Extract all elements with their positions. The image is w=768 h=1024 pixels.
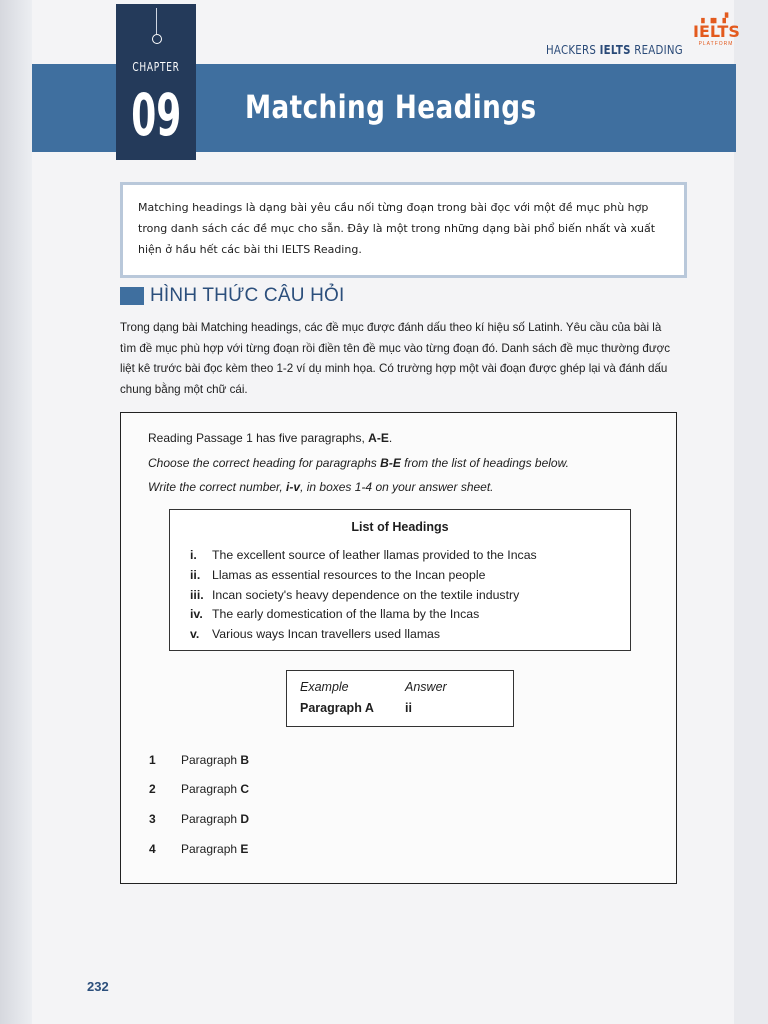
instr2-b: B-E	[380, 456, 401, 470]
heading-text: Incan society's heavy dependence on the textile industry	[212, 588, 520, 602]
question-letter: E	[240, 842, 249, 856]
question-item	[149, 812, 249, 826]
brand-bold: IELTS	[599, 43, 631, 57]
question-label: Paragraph	[181, 782, 241, 796]
heading-item	[190, 588, 519, 602]
question-number: 1	[149, 753, 156, 767]
question-item	[149, 753, 249, 767]
logo-name: IELTS	[693, 22, 740, 41]
answer-label: Answer	[405, 680, 447, 694]
page-number: 232	[87, 979, 109, 994]
question-number: 3	[149, 812, 156, 826]
heading-numeral: i.	[190, 548, 197, 562]
question-number: 2	[149, 782, 156, 796]
chapter-word: CHAPTER	[132, 60, 180, 74]
instr2-c: from the list of headings below.	[400, 456, 569, 470]
heading-text: The early domestication of the llama by the Incas	[212, 607, 480, 621]
question-letter: D	[240, 812, 250, 826]
question-item	[149, 842, 248, 856]
instr1-a: Reading Passage 1 has five paragraphs,	[148, 431, 369, 445]
intro-text: Matching headings là dạng bài yêu cầu nối từng đoạn trong bài đọc với một đề mục phù hợp trong danh sách các đề mục cho sẵn. Đây là một trong những dạng bài phổ biến nhất và xuất hiện ở hầu hết các bài thi IELTS Reading.	[138, 201, 656, 256]
binding-shadow	[0, 0, 32, 1024]
heading-text: Llamas as essential resources to the Incan people	[212, 568, 486, 582]
ielts-platform-logo	[693, 14, 739, 58]
section-square-icon	[120, 287, 144, 305]
section-paragraph: Trong dạng bài Matching headings, các đề mục được đánh dấu theo kí hiệu số Latinh. Yêu cầu của bài là tìm đề mục phù hợp với từng đoạn rồi điền tên đề mục vào từng đoạn đó. Danh sách đề mục thường được liệt kê trước bài đọc kèm theo 1-2 ví dụ minh họa. Có trường hợp một vài đoạn được ghép lại và đánh dấu chung bằng một chữ cái.	[120, 321, 670, 396]
instr3-c: , in boxes 1-4 on your answer sheet.	[300, 480, 494, 494]
list-of-headings-box	[169, 509, 631, 651]
heading-text: The excellent source of leather llamas provided to the Incas	[212, 548, 537, 562]
question-label: Paragraph	[181, 753, 241, 767]
heading-numeral: ii.	[190, 568, 201, 582]
instr3-a: Write the correct number,	[148, 480, 287, 494]
ring-icon	[152, 34, 162, 44]
section-heading	[120, 285, 345, 307]
question-label: Paragraph	[181, 842, 241, 856]
heading-item	[190, 607, 479, 621]
logo-sub: PLATFORM	[698, 41, 734, 47]
instr1-b: A-E	[368, 431, 389, 445]
headings-title: List of Headings	[351, 520, 449, 534]
chapter-title: Matching Headings	[245, 88, 537, 126]
heading-numeral: v.	[190, 627, 200, 641]
instruction-line-2	[148, 456, 569, 470]
question-frame	[120, 412, 677, 884]
page-edge	[734, 0, 768, 1024]
question-letter: B	[240, 753, 250, 767]
section-heading-label: HÌNH THỨC CÂU HỎI	[150, 285, 345, 306]
example-answer: ii	[405, 701, 412, 715]
example-label: Example	[300, 680, 349, 694]
heading-item	[190, 548, 537, 562]
example-paragraph: Paragraph A	[300, 701, 374, 715]
heading-numeral: iv.	[190, 607, 203, 621]
brand-suffix: READING	[630, 43, 683, 57]
instruction-line-3	[148, 480, 494, 494]
chapter-tab	[116, 4, 196, 160]
heading-numeral: iii.	[190, 588, 204, 602]
instruction-line-1	[148, 431, 392, 445]
series-brand	[546, 43, 683, 57]
question-letter: C	[240, 782, 250, 796]
heading-item	[190, 627, 440, 641]
instr1-c: .	[388, 431, 393, 445]
example-box	[286, 670, 514, 727]
heading-item	[190, 568, 485, 582]
logo-skyline-icon: ▖▗▖▗▘	[701, 13, 731, 23]
question-label: Paragraph	[181, 812, 241, 826]
heading-text: Various ways Incan travellers used llamas	[212, 627, 441, 641]
chapter-number: 09	[131, 81, 182, 149]
question-item	[149, 782, 249, 796]
question-number: 4	[149, 842, 156, 856]
instr3-b: i-v	[286, 480, 301, 494]
instr2-a: Choose the correct heading for paragraphs	[148, 456, 381, 470]
brand-prefix: HACKERS	[546, 43, 600, 57]
intro-box	[120, 182, 687, 278]
bookmark-string	[156, 8, 157, 34]
